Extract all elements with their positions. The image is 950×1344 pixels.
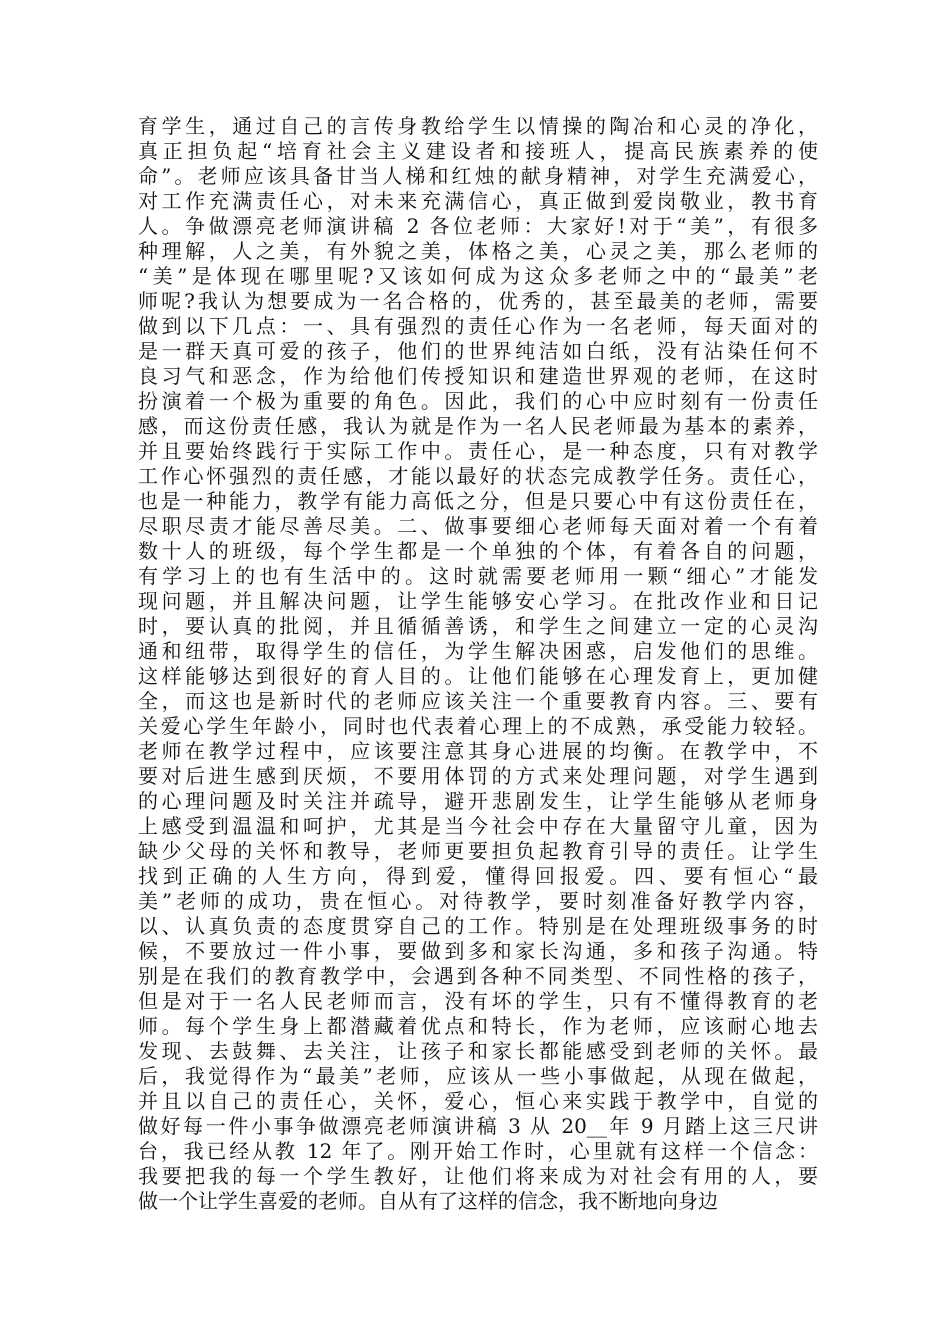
text-line: 育学生，通过自己的言传身教给学生以情操的陶冶和心灵的净化， bbox=[138, 114, 818, 138]
text-line: “美”是体现在哪里呢?又该如何成为这众多老师之中的“最美”老 bbox=[138, 264, 818, 288]
text-line: 别是在我们的教育教学中，会遇到各种不同类型、不同性格的孩子， bbox=[138, 964, 818, 988]
text-line: 真正担负起“培育社会主义建设者和接班人，提高民族素养的使 bbox=[138, 139, 818, 163]
text-line: 并且以自己的责任心，关怀，爱心，恒心来实践于教学中，自觉的 bbox=[138, 1089, 818, 1113]
text-line: 人。争做漂亮老师演讲稿 2 各位老师：大家好!对于“美”，有很多 bbox=[138, 214, 818, 238]
text-line: 缺少父母的关怀和教导，老师更要担负起教育引导的责任。让学生 bbox=[138, 839, 818, 863]
text-line: 现问题，并且解决问题，让学生能够安心学习。在批改作业和日记 bbox=[138, 589, 818, 613]
text-line: 候，不要放过一件小事，要做到多和家长沟通，多和孩子沟通。特 bbox=[138, 939, 818, 963]
text-line: 也是一种能力，教学有能力高低之分，但是只要心中有这份责任在， bbox=[138, 489, 818, 513]
text-line: 对工作充满责任心，对未来充满信心，真正做到爱岗敬业，教书育 bbox=[138, 189, 818, 213]
text-line: 要对后进生感到厌烦，不要用体罚的方式来处理问题，对学生遇到 bbox=[138, 764, 818, 788]
text-line: 工作心怀强烈的责任感，才能以最好的状态完成教学任务。责任心， bbox=[138, 464, 818, 488]
text-line: 通和纽带，取得学生的信任，为学生解决困惑，启发他们的思维。 bbox=[138, 639, 818, 663]
text-line: 做到以下几点：一、具有强烈的责任心作为一名老师，每天面对的 bbox=[138, 314, 818, 338]
text-line: 时，要认真的批阅，并且循循善诱，和学生之间建立一定的心灵沟 bbox=[138, 614, 818, 638]
text-line: 以、认真负责的态度贯穿自己的工作。特别是在处理班级事务的时 bbox=[138, 914, 818, 938]
text-line: 感，而这份责任感，我认为就是作为一名人民老师最为基本的素养， bbox=[138, 414, 818, 438]
text-line: 的心理问题及时关注并疏导，避开悲剧发生，让学生能够从老师身 bbox=[138, 789, 818, 813]
text-line: 是一群天真可爱的孩子，他们的世界纯洁如白纸，没有沾染任何不 bbox=[138, 339, 818, 363]
text-line: 台，我已经从教 12 年了。刚开始工作时，心里就有这样一个信念： bbox=[138, 1139, 818, 1163]
text-line: 后，我觉得作为“最美”老师，应该从一些小事做起，从现在做起， bbox=[138, 1064, 818, 1088]
text-line: 做一个让学生喜爱的老师。自从有了这样的信念，我不断地向身边 bbox=[138, 1189, 718, 1213]
text-line: 做好每一件小事争做漂亮老师演讲稿 3 从 20__年 9 月踏上这三尺讲 bbox=[138, 1114, 818, 1138]
text-line: 种理解，人之美，有外貌之美，体格之美，心灵之美，那么老师的 bbox=[138, 239, 818, 263]
text-line: 上感受到温温和呵护，尤其是当今社会中存在大量留守儿童，因为 bbox=[138, 814, 818, 838]
text-line: 师。每个学生身上都潜藏着优点和特长，作为老师，应该耐心地去 bbox=[138, 1014, 818, 1038]
text-line: 全，而这也是新时代的老师应该关注一个重要教育内容。三、要有 bbox=[138, 689, 818, 713]
text-line: 但是对于一名人民老师而言，没有坏的学生，只有不懂得教育的老 bbox=[138, 989, 818, 1013]
text-line: 师呢?我认为想要成为一名合格的，优秀的，甚至最美的老师，需要 bbox=[138, 289, 818, 313]
text-line: 命”。老师应该具备甘当人梯和红烛的献身精神，对学生充满爱心， bbox=[138, 164, 818, 188]
text-line: 关爱心学生年龄小，同时也代表着心理上的不成熟，承受能力较轻。 bbox=[138, 714, 818, 738]
text-line: 并且要始终践行于实际工作中。责任心，是一种态度，只有对教学 bbox=[138, 439, 818, 463]
text-line: 找到正确的人生方向，得到爱，懂得回报爱。四、要有恒心“最 bbox=[138, 864, 818, 888]
text-line: 这样能够达到很好的育人目的。让他们能够在心理发育上，更加健 bbox=[138, 664, 818, 688]
text-line: 老师在教学过程中，应该要注意其身心进展的均衡。在教学中，不 bbox=[138, 739, 818, 763]
text-line: 发现、去鼓舞、去关注，让孩子和家长都能感受到老师的关怀。最 bbox=[138, 1039, 818, 1063]
text-line: 良习气和恶念，作为给他们传授知识和建造世界观的老师，在这时 bbox=[138, 364, 818, 388]
text-line: 尽职尽责才能尽善尽美。二、做事要细心老师每天面对着一个有着 bbox=[138, 514, 818, 538]
text-line: 扮演着一个极为重要的角色。因此，我们的心中应时刻有一份责任 bbox=[138, 389, 818, 413]
body-text bbox=[138, 114, 818, 1214]
text-line: 有学习上的也有生活中的。这时就需要老师用一颗“细心”才能发 bbox=[138, 564, 818, 588]
text-line: 我要把我的每一个学生教好，让他们将来成为对社会有用的人，要 bbox=[138, 1164, 818, 1188]
text-line: 数十人的班级，每个学生都是一个单独的个体，有着各自的问题， bbox=[138, 539, 818, 563]
text-line: 美”老师的成功，贵在恒心。对待教学，要时刻准备好教学内容， bbox=[138, 889, 818, 913]
